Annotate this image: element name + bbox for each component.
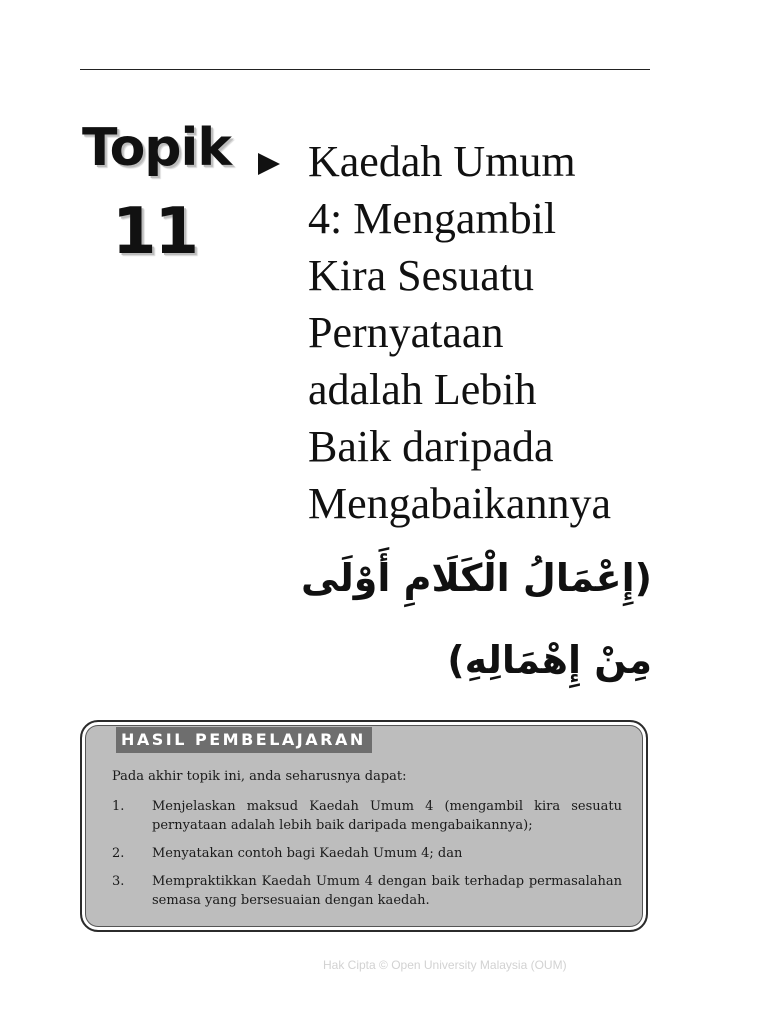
learning-outcomes-intro: Pada akhir topik ini, anda seharusnya dapat: bbox=[112, 769, 407, 784]
topic-label: Topik bbox=[82, 118, 231, 178]
chapter-title-line: Kaedah Umum bbox=[308, 137, 576, 186]
arabic-maxim-line-2: مِنْ إِهْمَالِهِ) bbox=[447, 638, 652, 682]
chapter-title bbox=[308, 133, 728, 532]
arabic-maxim-line-1: (إِعْمَالُ الْكَلَامِ أَوْلَى bbox=[301, 556, 652, 600]
topic-number: 11 bbox=[112, 195, 198, 269]
list-item-text: Menjelaskan maksud Kaedah Umum 4 (mengambil kira sesuatu pernyataan adalah lebih baik daripada mengabaikannya); bbox=[152, 799, 622, 833]
list-item-text: Menyatakan contoh bagi Kaedah Umum 4; dan bbox=[152, 846, 463, 861]
learning-outcomes-box bbox=[80, 720, 648, 932]
chapter-title-line: Kira Sesuatu bbox=[308, 251, 535, 300]
chapter-title-line: Pernyataan bbox=[308, 308, 504, 357]
copyright-watermark: Hak Cipta © Open University Malaysia (OUM) bbox=[323, 958, 567, 972]
list-item-number: 2. bbox=[112, 846, 125, 861]
list-item bbox=[112, 872, 622, 910]
play-arrow-icon bbox=[258, 153, 280, 175]
list-item-number: 3. bbox=[112, 874, 125, 889]
learning-outcomes-list bbox=[112, 797, 622, 919]
learning-outcomes-header: HASIL PEMBELAJARAN bbox=[116, 727, 372, 753]
top-rule bbox=[80, 69, 650, 70]
list-item-number: 1. bbox=[112, 799, 125, 814]
chapter-title-line: Mengabaikannya bbox=[308, 479, 611, 528]
chapter-title-line: Baik daripada bbox=[308, 422, 554, 471]
list-item bbox=[112, 797, 622, 835]
list-item bbox=[112, 844, 622, 863]
chapter-title-line: 4: Mengambil bbox=[308, 194, 557, 243]
list-item-text: Mempraktikkan Kaedah Umum 4 dengan baik terhadap permasalahan semasa yang bersesuaian dengan kaedah. bbox=[152, 874, 622, 908]
chapter-title-line: adalah Lebih bbox=[308, 365, 537, 414]
